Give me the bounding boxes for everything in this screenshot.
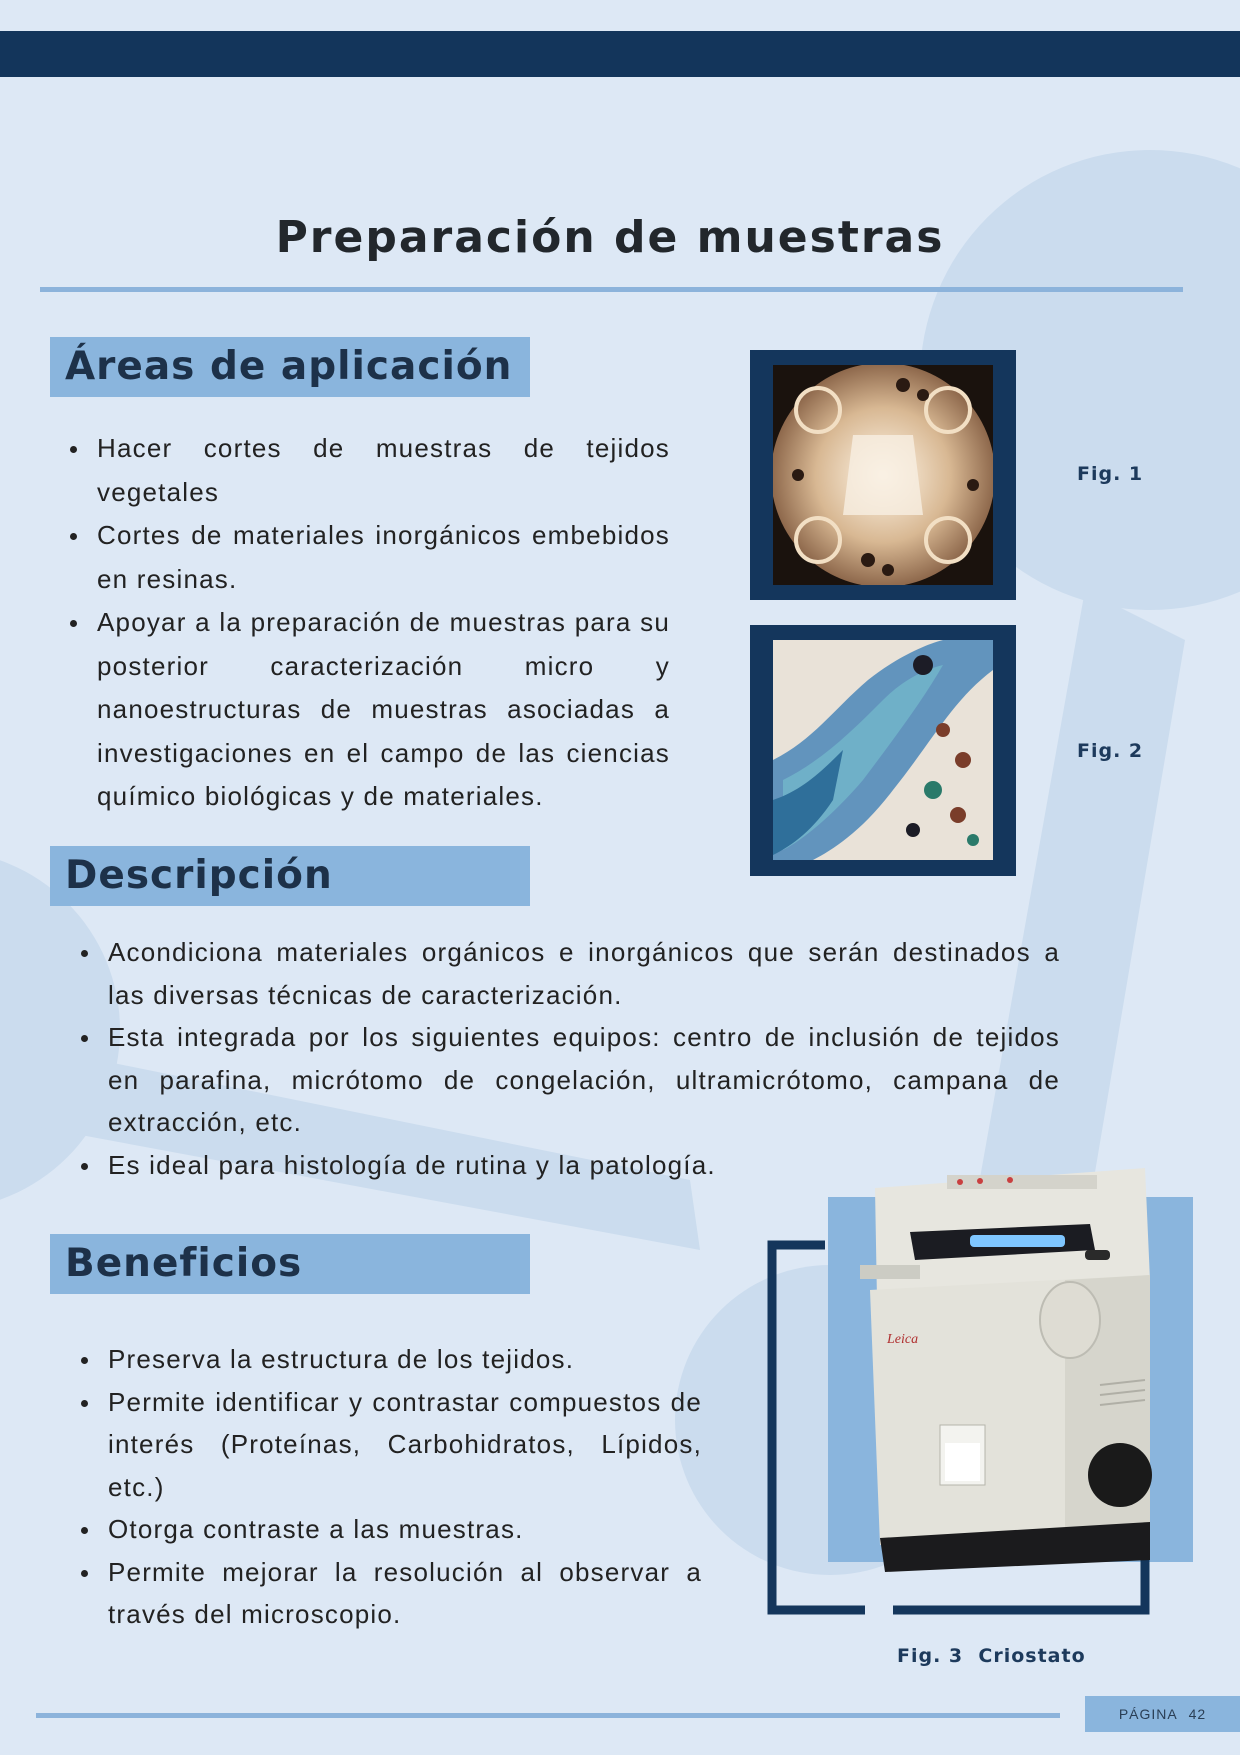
beneficios-list	[50, 1338, 702, 1636]
list-item: Preserva la estructura de los tejidos.	[50, 1338, 702, 1381]
beneficios-heading: Beneficios	[50, 1234, 530, 1294]
page-number-badge	[1085, 1696, 1240, 1732]
descripcion-list	[50, 931, 1060, 1186]
figure-1-image	[773, 365, 993, 585]
page-label: PÁGINA	[1118, 1706, 1178, 1722]
top-banner	[0, 31, 1240, 77]
areas-list	[50, 427, 670, 819]
list-item: Acondiciona materiales orgánicos e inorgánicos que serán destinados a las diversas técnicas de caracterización.	[50, 931, 1060, 1016]
list-item: Hacer cortes de muestras de tejidos vegetales	[50, 427, 670, 514]
figure-3-number: Fig. 3	[897, 1645, 964, 1667]
figure-2-frame	[750, 625, 1016, 876]
list-item: Esta integrada por los siguientes equipos: centro de inclusión de tejidos en parafina, micrótomo de congelación, ultramicrótomo, campana de extracción, etc.	[50, 1016, 1060, 1144]
areas-heading: Áreas de aplicación	[50, 337, 530, 397]
figure-3-caption: Criostato	[978, 1645, 1086, 1667]
page-title: Preparación de muestras	[275, 212, 945, 263]
list-item: Permite identificar y contrastar compuestos de interés (Proteínas, Carbohidratos, Lípidos, etc.)	[50, 1381, 702, 1509]
descripcion-heading: Descripción	[50, 846, 530, 906]
figure-1-label: Fig. 1	[1077, 463, 1144, 485]
title-divider	[40, 287, 1183, 292]
list-item: Permite mejorar la resolución al observar a través del microscopio.	[50, 1551, 702, 1636]
figure-2-label: Fig. 2	[1077, 740, 1144, 762]
figure-2-image	[773, 640, 993, 860]
figure-1-frame	[750, 350, 1016, 600]
list-item: Cortes de materiales inorgánicos embebidos en resinas.	[50, 514, 670, 601]
list-item: Es ideal para histología de rutina y la patología.	[50, 1144, 1060, 1187]
list-item: Apoyar a la preparación de muestras para su posterior caracterización micro y nanoestructuras de muestras asociadas a investigaciones en el campo de las ciencias químico biológicas y de materiales.	[50, 601, 670, 819]
figure-3-label	[897, 1645, 1086, 1667]
figure-3-image	[765, 1160, 1205, 1630]
page-number: 42	[1188, 1706, 1207, 1722]
footer-divider	[36, 1713, 1060, 1718]
list-item: Otorga contraste a las muestras.	[50, 1508, 702, 1551]
device-brand-label: Leica	[887, 1332, 919, 1347]
